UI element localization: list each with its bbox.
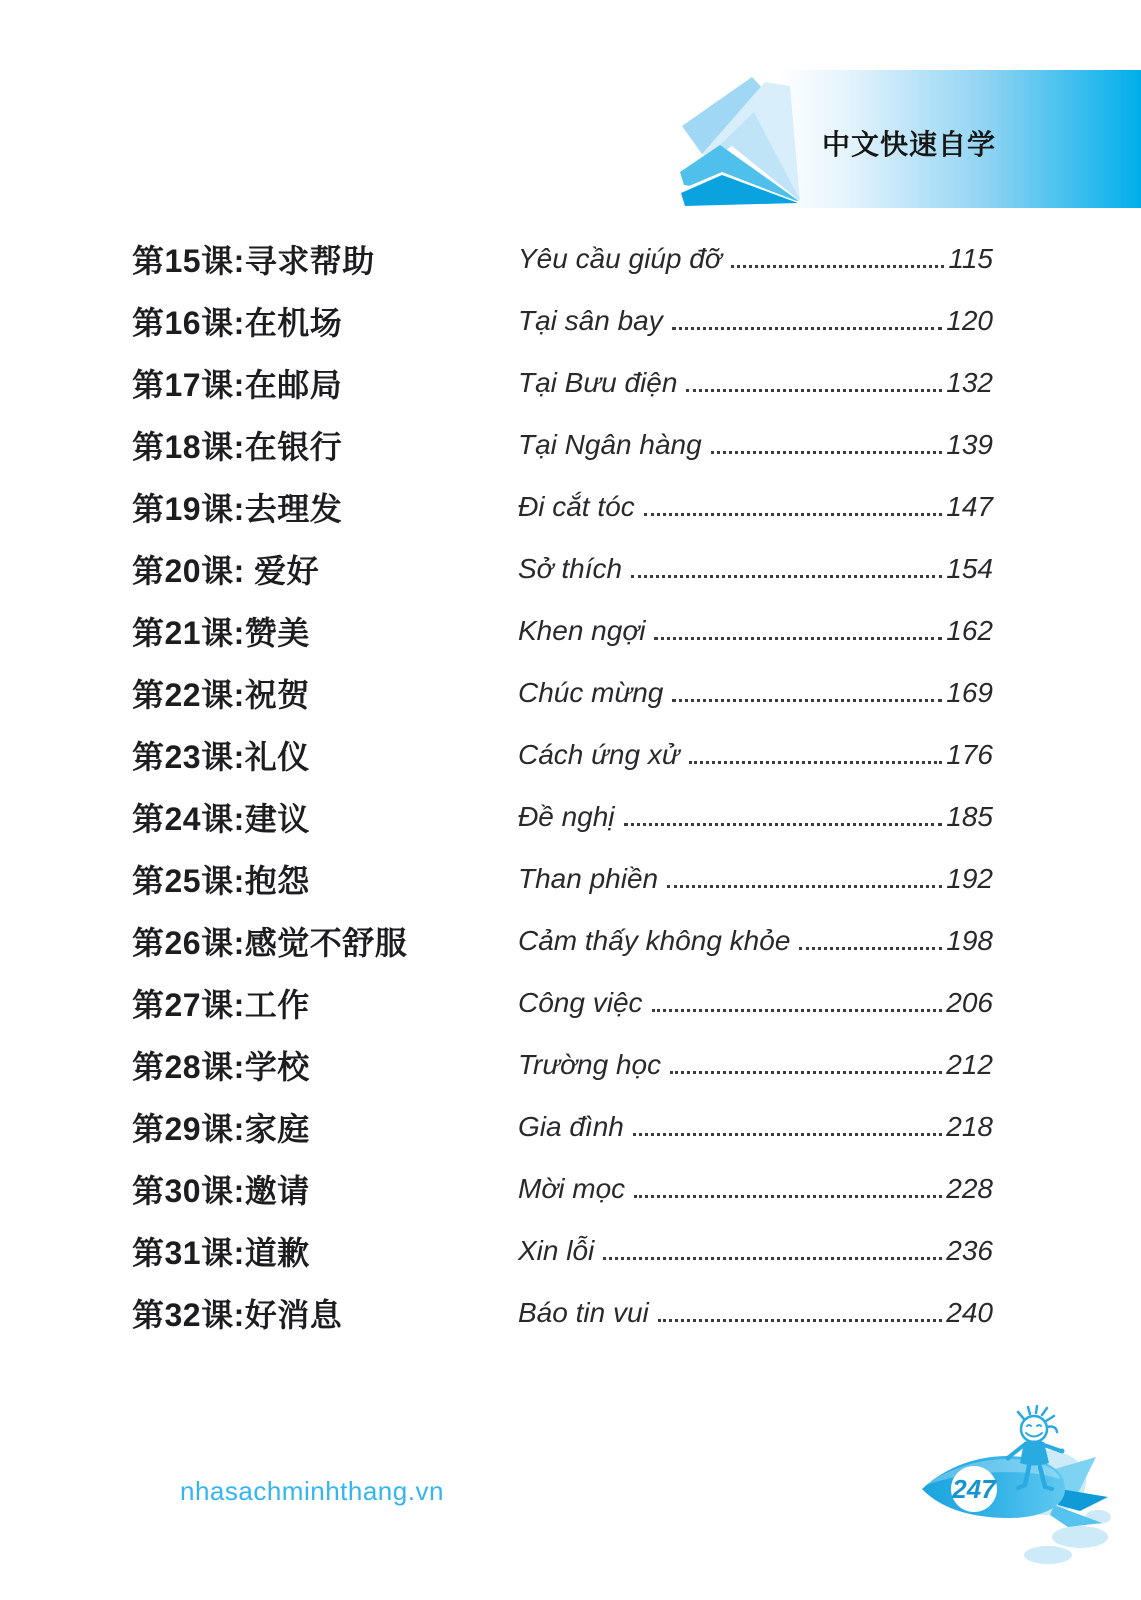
dot-leader (731, 265, 945, 268)
lesson-title-vi: Đề nghị (518, 801, 615, 832)
lesson-page-number: 120 (946, 305, 993, 336)
lesson-page-number: 139 (946, 429, 993, 460)
dot-leader (667, 885, 942, 888)
lesson-title-vi: Than phiền (518, 863, 659, 894)
dot-leader (631, 575, 942, 578)
toc-row (0, 1096, 1141, 1158)
lesson-page-number: 228 (946, 1173, 993, 1204)
lesson-title-vi: Trường học (518, 1049, 662, 1080)
lesson-page-number: 147 (946, 491, 993, 522)
dot-leader (670, 1071, 942, 1074)
dot-leader (652, 1009, 943, 1012)
toc-row (0, 600, 1141, 662)
lesson-entry-vi (518, 491, 993, 523)
toc-row (0, 1220, 1141, 1282)
lesson-title-vi: Tại Ngân hàng (518, 429, 702, 460)
dot-leader (672, 327, 943, 330)
toc-row (0, 1282, 1141, 1344)
lesson-title-zh: 第19课:去理发 (132, 491, 343, 527)
lesson-entry-vi (518, 987, 993, 1019)
lesson-title-zh: 第29课:家庭 (132, 1111, 310, 1147)
dot-leader (686, 389, 942, 392)
lesson-entry-vi (518, 925, 993, 957)
lesson-title-zh: 第23课:礼仪 (132, 739, 310, 775)
dot-leader (658, 1319, 943, 1322)
dot-leader (799, 947, 942, 950)
dot-leader (689, 761, 943, 764)
lesson-title-zh: 第25课:抱怨 (132, 863, 310, 899)
lesson-entry-vi (518, 429, 993, 461)
lesson-title-vi: Khen ngợi (518, 615, 646, 646)
lesson-entry-vi (518, 1173, 993, 1205)
lesson-title-vi: Yêu cầu giúp đỡ (518, 243, 722, 274)
lesson-entry-vi (518, 615, 993, 647)
toc-row (0, 724, 1141, 786)
lesson-entry-vi (518, 243, 993, 275)
lesson-entry-vi (518, 1235, 993, 1267)
page-number: 247 (952, 1474, 996, 1504)
dot-leader (624, 823, 943, 826)
lesson-page-number: 192 (946, 863, 993, 894)
dot-leader (633, 1133, 942, 1136)
lesson-title-vi: Cách ứng xử (518, 739, 680, 770)
dot-leader (644, 513, 943, 516)
lesson-entry-vi (518, 367, 993, 399)
lesson-title-vi: Tại sân bay (518, 305, 663, 336)
lesson-entry-vi (518, 1297, 993, 1329)
toc-row (0, 786, 1141, 848)
lesson-title-zh: 第32课:好消息 (132, 1297, 343, 1333)
toc-row (0, 414, 1141, 476)
lesson-entry-vi (518, 1049, 993, 1081)
toc-row (0, 848, 1141, 910)
lesson-title-zh: 第30课:邀请 (132, 1173, 310, 1209)
lesson-title-vi: Mời mọc (518, 1173, 626, 1204)
toc-row (0, 476, 1141, 538)
page-title: 中文快速自学 (822, 129, 997, 160)
lesson-title-vi: Chúc mừng (518, 677, 664, 708)
lesson-page-number: 154 (946, 553, 993, 584)
lesson-entry-vi (518, 801, 993, 833)
lesson-title-vi: Báo tin vui (518, 1297, 649, 1328)
lesson-title-vi: Công việc (518, 987, 643, 1018)
lesson-title-zh: 第27课:工作 (132, 987, 310, 1023)
lesson-entry-vi (518, 677, 993, 709)
lesson-title-zh: 第26课:感觉不舒服 (132, 925, 408, 961)
toc-row (0, 352, 1141, 414)
watermark-url: nhasachminhthang.vn (180, 1476, 444, 1506)
lesson-title-zh: 第24课:建议 (132, 801, 310, 837)
lesson-page-number: 212 (946, 1049, 993, 1080)
lesson-title-vi: Cảm thấy không khỏe (518, 925, 791, 956)
toc-row (0, 538, 1141, 600)
toc-row (0, 1034, 1141, 1096)
lesson-title-zh: 第22课:祝贺 (132, 677, 310, 713)
lesson-title-zh: 第21课:赞美 (132, 615, 310, 651)
toc-row (0, 290, 1141, 352)
lesson-page-number: 240 (946, 1297, 993, 1328)
dot-leader (654, 637, 942, 640)
lesson-title-zh: 第31课:道歉 (132, 1235, 310, 1271)
lesson-title-zh: 第16课:在机场 (132, 305, 343, 341)
toc-row (0, 228, 1141, 290)
lesson-title-vi: Tại Bưu điện (518, 367, 678, 398)
toc-row (0, 1158, 1141, 1220)
lesson-page-number: 115 (948, 243, 993, 274)
dot-leader (711, 451, 943, 454)
lesson-title-vi: Xin lỗi (518, 1235, 595, 1266)
dot-leader (634, 1195, 942, 1198)
lesson-title-vi: Đi cắt tóc (518, 491, 635, 522)
lesson-title-zh: 第18课:在银行 (132, 429, 343, 465)
lesson-entry-vi (518, 1111, 993, 1143)
lesson-title-vi: Gia đình (518, 1111, 624, 1142)
lesson-page-number: 162 (946, 615, 993, 646)
lesson-title-zh: 第28课:学校 (132, 1049, 310, 1085)
lesson-page-number: 218 (946, 1111, 993, 1142)
open-book-icon (672, 72, 804, 212)
lesson-entry-vi (518, 863, 993, 895)
lesson-entry-vi (518, 553, 993, 585)
lesson-entry-vi (518, 305, 993, 337)
lesson-entry-vi (518, 739, 993, 771)
lesson-page-number: 206 (946, 987, 993, 1018)
lesson-page-number: 169 (946, 677, 993, 708)
lesson-page-number: 185 (946, 801, 993, 832)
page-number-badge (912, 1405, 1112, 1575)
lesson-page-number: 176 (946, 739, 993, 770)
lesson-title-zh: 第15课:寻求帮助 (132, 243, 375, 279)
dot-leader (603, 1257, 942, 1260)
lesson-title-zh: 第17课:在邮局 (132, 367, 343, 403)
lesson-page-number: 236 (946, 1235, 993, 1266)
lesson-title-vi: Sở thích (518, 553, 623, 584)
toc-row (0, 910, 1141, 972)
toc-list (0, 228, 1141, 1344)
toc-row (0, 662, 1141, 724)
dot-leader (672, 699, 942, 702)
lesson-page-number: 132 (946, 367, 993, 398)
lesson-page-number: 198 (946, 925, 993, 956)
lesson-title-zh: 第20课: 爱好 (132, 553, 320, 589)
toc-row (0, 972, 1141, 1034)
